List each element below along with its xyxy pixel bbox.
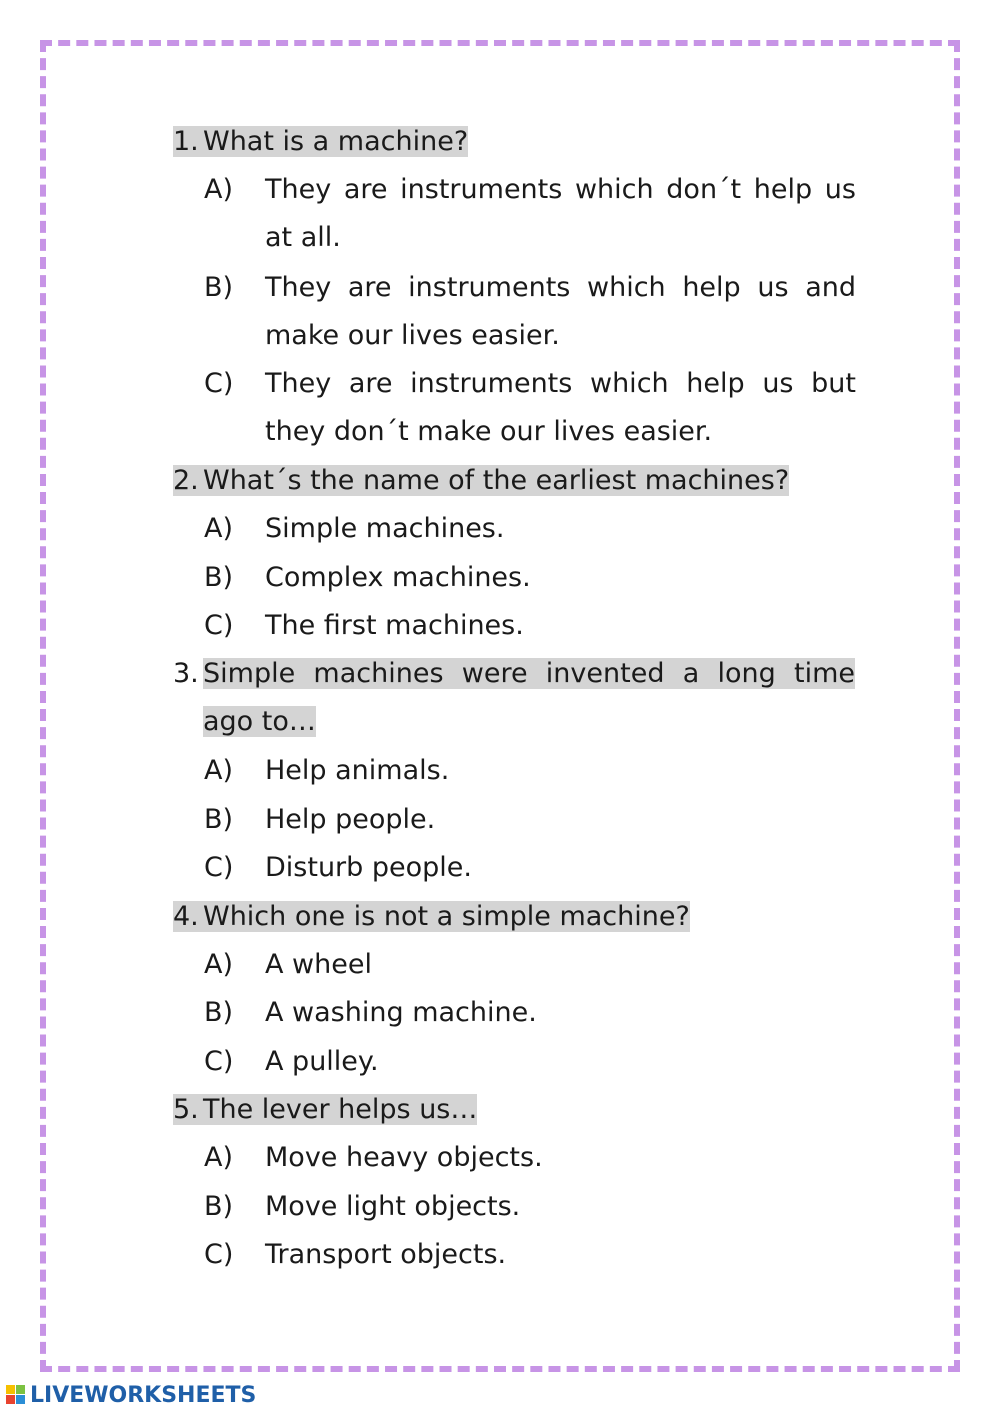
question-1 (173, 118, 468, 166)
option-letter: C) (204, 610, 234, 641)
question-5 (173, 1086, 477, 1134)
option-5a[interactable] (204, 1134, 543, 1182)
option-3b[interactable] (204, 796, 435, 844)
option-1a[interactable] (204, 166, 856, 262)
question-2 (173, 457, 789, 505)
option-letter: C) (204, 852, 234, 883)
option-letter: B) (204, 562, 234, 593)
option-text: They are instruments which don´t help us at all. (265, 174, 856, 253)
option-text: Help people. (265, 804, 436, 835)
option-2b[interactable] (204, 554, 531, 602)
option-4b[interactable] (204, 989, 537, 1037)
option-letter: B) (204, 272, 234, 303)
option-1c[interactable] (204, 360, 856, 456)
option-letter: A) (204, 755, 234, 786)
option-letter: B) (204, 997, 234, 1028)
option-5c[interactable] (204, 1231, 506, 1279)
option-text: Transport objects. (265, 1239, 507, 1270)
option-2c[interactable] (204, 602, 524, 650)
option-text: Move light objects. (265, 1191, 521, 1222)
option-5b[interactable] (204, 1183, 520, 1231)
option-text: Disturb people. (265, 852, 472, 883)
option-text: Move heavy objects. (265, 1142, 543, 1173)
option-letter: B) (204, 804, 234, 835)
question-text: What is a machine? (203, 126, 469, 157)
question-3 (173, 650, 855, 746)
option-letter: C) (204, 368, 234, 399)
option-3a[interactable] (204, 747, 449, 795)
logo-grid-icon (6, 1385, 26, 1405)
option-text: A washing machine. (265, 997, 537, 1028)
option-text: They are instruments which help us and make our lives easier. (265, 272, 856, 351)
option-1b[interactable] (204, 264, 856, 360)
question-4 (173, 893, 690, 941)
option-text: A pulley. (265, 1046, 379, 1077)
question-number: 4. (173, 901, 199, 932)
option-text: A wheel (265, 949, 372, 980)
question-text: The lever helps us… (203, 1094, 478, 1125)
option-text: The first machines. (265, 610, 524, 641)
option-text: Help animals. (265, 755, 450, 786)
option-letter: C) (204, 1046, 234, 1077)
option-letter: A) (204, 174, 234, 205)
option-letter: A) (204, 513, 234, 544)
question-text: Simple machines were invented a long time ago to… (203, 658, 855, 737)
logo-text: LIVEWORKSHEETS (30, 1382, 257, 1408)
question-number: 1. (173, 126, 199, 157)
option-4c[interactable] (204, 1038, 379, 1086)
option-text: They are instruments which help us but they don´t make our lives easier. (265, 368, 856, 447)
option-letter: A) (204, 949, 234, 980)
question-text: What´s the name of the earliest machines? (203, 465, 790, 496)
question-number: 5. (173, 1094, 199, 1125)
option-3c[interactable] (204, 844, 472, 892)
option-letter: C) (204, 1239, 234, 1270)
option-4a[interactable] (204, 941, 372, 989)
question-text: Which one is not a simple machine? (203, 901, 690, 932)
question-number: 2. (173, 465, 199, 496)
question-number: 3. (173, 658, 199, 689)
option-letter: B) (204, 1191, 234, 1222)
option-letter: A) (204, 1142, 234, 1173)
option-text: Simple machines. (265, 513, 505, 544)
option-2a[interactable] (204, 505, 504, 553)
liveworksheets-logo[interactable] (6, 1382, 256, 1408)
option-text: Complex machines. (265, 562, 531, 593)
